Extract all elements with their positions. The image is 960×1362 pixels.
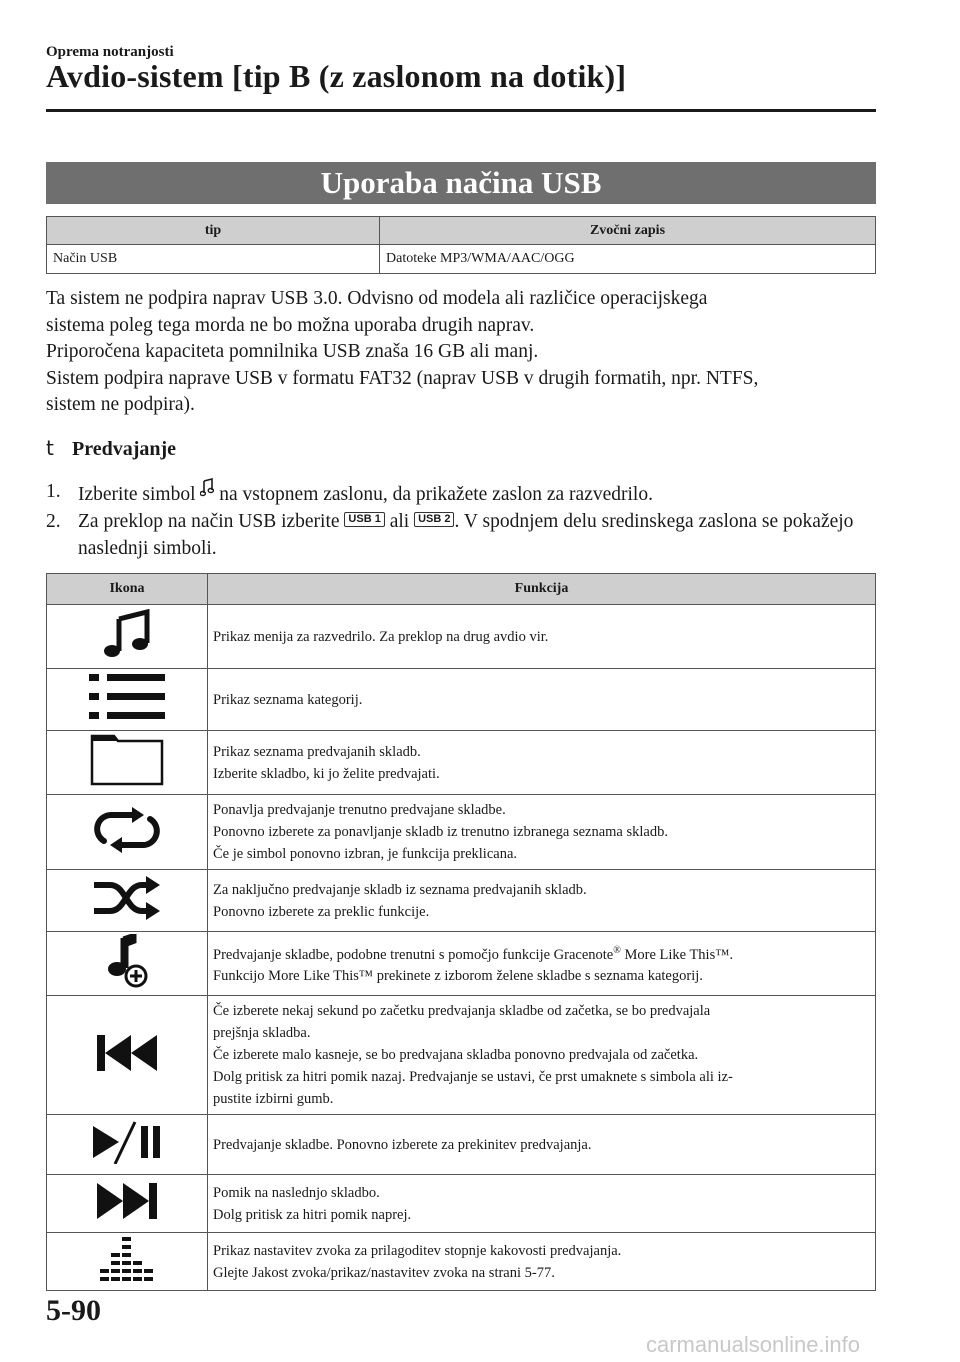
step-text-part: na vstopnem zaslonu, da prikažete zaslon za razvedrilo. [214,484,653,505]
music-note-icon[interactable] [103,647,151,663]
playback-heading-text: Predvajanje [72,438,177,460]
icon-cell [47,605,208,669]
function-text: Prikaz seznama predvajanih skladb. [213,743,421,760]
icon-cell [47,1175,208,1233]
function-text: Pomik na naslednjo skladbo. [213,1184,380,1201]
icon-cell [47,795,208,870]
function-text: Ponavlja predvajanje trenutno predvajane skladbe. [213,802,506,818]
step-number: 1. [46,481,61,502]
function-cell [208,870,876,932]
table-row [47,1175,876,1233]
icon-cell [47,1233,208,1291]
table-row [47,669,876,731]
icon-function-table [46,573,876,1291]
usb2-button[interactable]: USB 2 [414,512,454,527]
intro-line: Sistem podpira naprave USB v formatu FAT32 (naprav USB v drugih formatih, npr. NTFS, [46,367,759,389]
step-text-part: . V spodnjem delu sredinskega zaslona se pokažejo naslednji simboli. [78,511,854,559]
function-text: Ponovno izberete za preklic funkcije. [213,903,430,920]
function-cell [208,1175,876,1233]
registered-mark: ® [613,944,621,956]
function-text: Dolg pritisk za hitri pomik nazaj. Predvajanje se ustavi, če prst umaknete s simbola ali iz- [213,1069,733,1085]
step-text [78,478,886,508]
col-function: Funkcija [208,574,876,605]
category-list-icon[interactable] [87,710,167,726]
more-like-this-icon[interactable] [105,976,149,992]
function-cell [208,1233,876,1291]
table-row [47,932,876,996]
function-text: Če izberete nekaj sekund po začetku predvajanja skladbe od začetka, se bo predvajala [213,1003,711,1019]
step-text-part: ali [384,511,415,532]
intro-paragraph [46,286,886,419]
header-rule [46,109,876,112]
function-cell [208,1115,876,1175]
table-row [47,1115,876,1175]
icon-cell [47,870,208,932]
intro-line: sistem ne podpira). [46,394,195,415]
icon-cell [47,1115,208,1175]
repeat-icon[interactable] [94,841,160,857]
table-row [47,795,876,870]
function-cell [208,669,876,731]
step-text-part: Izberite simbol [78,484,201,505]
format-cell-files: Datoteke MP3/WMA/AAC/OGG [380,245,876,274]
playback-heading [46,436,176,461]
function-cell [208,731,876,795]
function-text-part: More Like This™. [620,946,734,963]
intro-line: sistema poleg tega morda ne bo možna uporaba drugih naprav. [46,314,535,336]
intro-line: Priporočena kapaciteta pomnilnika USB znaša 16 GB ali manj. [46,341,539,362]
col-icon: Ikona [47,574,208,605]
table-row [47,605,876,669]
icon-cell [47,996,208,1115]
table-row [47,1233,876,1291]
intro-line: Ta sistem ne podpira naprav USB 3.0. Odvisno od modela ali različice operacijskega [46,288,708,309]
steps-list [46,478,886,562]
next-track-icon[interactable] [95,1209,159,1225]
step-number: 2. [46,511,61,532]
previous-track-icon[interactable] [95,1061,159,1077]
function-cell [208,932,876,996]
format-cell-mode: Način USB [47,245,380,274]
usb1-button[interactable]: USB 1 [344,512,384,527]
function-cell [208,996,876,1115]
function-text: Prikaz seznama kategorij. [213,691,363,708]
icon-cell [47,731,208,795]
function-text: Za naključno predvajanje skladb iz seznama predvajanih skladb. [213,881,587,898]
function-text: Predvajanje skladbe. Ponovno izberete za prekinitev predvajanja. [213,1136,592,1153]
format-table [46,216,876,274]
function-text: Prikaz nastavitev zvoka za prilagoditev stopnje kakovosti predvajanja. [213,1242,622,1259]
equalizer-icon[interactable] [99,1271,155,1287]
function-cell [208,605,876,669]
shuffle-icon[interactable] [92,909,162,925]
function-text: Če izberete malo kasneje, se bo predvajana skladba ponovno predvajala od začetka. [213,1047,699,1063]
icon-cell [47,932,208,996]
function-text: pustite izbirni gumb. [213,1091,334,1107]
function-text: Ponovno izberete za ponavljanje skladb iz trenutno izbranega seznama skladb. [213,824,668,840]
table-row [47,245,876,274]
table-row [47,996,876,1115]
page-number: 5-90 [46,1294,101,1327]
section-banner: Uporaba načina USB [46,162,876,204]
step-2 [46,508,886,562]
chapter-title: Avdio-sistem [tip B (z zaslonom na dotik)] [46,58,627,94]
function-text: Glejte Jakost zvoka/prikaz/nastavitev zvoka na strani 5-77. [213,1264,555,1281]
format-table-header [47,217,876,245]
music-note-icon [200,478,214,506]
folder-icon[interactable] [90,774,164,790]
step-1 [46,478,886,508]
function-text: Prikaz menija za razvedrilo. Za preklop na drug avdio vir. [213,628,549,645]
function-text: Funkcijo More Like This™ prekinete z izborom želene skladbe s seznama kategorij. [213,968,703,985]
section-label: Oprema notranjosti [46,44,174,60]
icon-table-header [47,574,876,605]
step-text [78,508,886,562]
table-row [47,731,876,795]
function-text-part: Predvajanje skladbe, podobne trenutni s pomočjo funkcije Gracenote [213,946,614,963]
function-text: Izberite skladbo, ki jo želite predvajati. [213,765,440,782]
function-cell [208,795,876,870]
function-text [213,940,870,966]
function-text: Če je simbol ponovno izbran, je funkcija preklicana. [213,846,518,862]
function-text: prejšnja skladba. [213,1025,311,1041]
watermark: carmanualsonline.info [646,1332,861,1357]
bullet-marker: t [46,436,54,460]
format-col-type: tip [47,217,380,245]
icon-cell [47,669,208,731]
play-pause-icon[interactable] [91,1152,163,1168]
table-row [47,870,876,932]
function-text: Dolg pritisk za hitri pomik naprej. [213,1206,412,1223]
step-text-part: Za preklop na način USB izberite [78,511,345,532]
format-col-format: Zvočni zapis [380,217,876,245]
